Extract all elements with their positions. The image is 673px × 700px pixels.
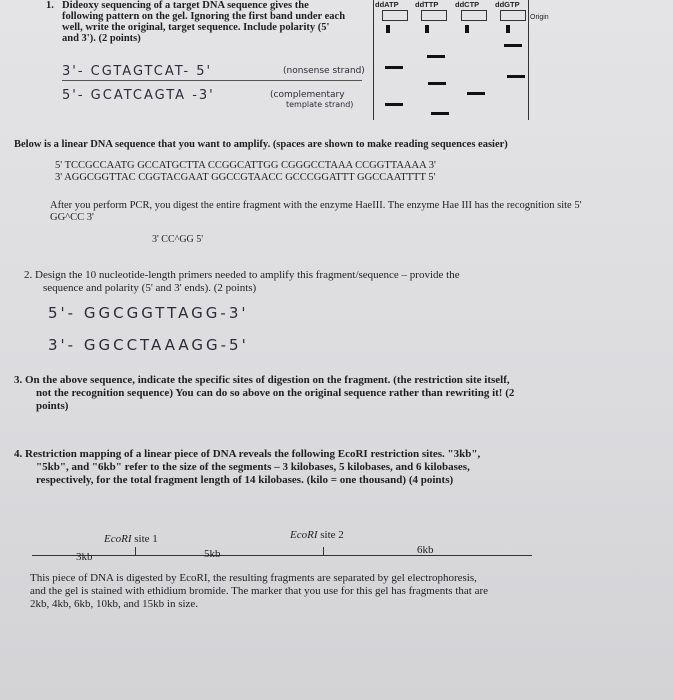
restriction-map-line <box>32 555 532 556</box>
gel-band <box>504 44 522 47</box>
gel-band <box>385 66 403 69</box>
handwritten-underline <box>62 80 362 81</box>
paragraph-line: 2kb, 4kb, 6kb, 10kb, and 15kb in size. <box>30 598 199 610</box>
segment-6kb: 6kb <box>417 544 434 556</box>
question-3 <box>14 374 644 413</box>
handwritten-answer-2: 5'- GCATCAGTA -3' <box>62 88 215 103</box>
gel-electrophoresis-paragraph <box>30 572 640 611</box>
lane-label-ddatp: ddATP <box>375 0 399 9</box>
question-1-line: following pattern on the gel. Ignoring the first band under each <box>62 11 346 22</box>
gel-border-left <box>373 0 374 120</box>
handwritten-note-1: (nonsense strand) <box>283 66 365 76</box>
question-1-line: Dideoxy sequencing of a target DNA sequence gives the <box>62 0 309 11</box>
question-4 <box>14 448 644 487</box>
lane-label-ddctp: ddCTP <box>455 0 480 9</box>
gel-band <box>506 25 510 33</box>
sequencing-gel <box>373 0 583 120</box>
paragraph-line: This piece of DNA is digested by EcoRI, the resulting fragments are separated by gel electrophoresis, <box>30 572 477 584</box>
gel-band <box>507 75 525 78</box>
gel-band <box>425 25 429 33</box>
gel-band <box>431 112 449 115</box>
sequence-bottom-strand: 3' AGGCGGTTAC CGGTACGAAT GGCCGTAACC GCCCGGATTT GGCCAATTTT 5' <box>55 172 436 183</box>
handwritten-note-2b: template strand) <box>286 100 354 109</box>
gel-well <box>500 10 526 21</box>
question-4-line: 4. Restriction mapping of a linear piece of DNA reveals the following EcoRI restriction sites. "3kb", <box>14 448 481 460</box>
recognition-site-bottom: 3' CC^GG 5' <box>152 234 204 245</box>
question-2-line: 2. Design the 10 nucleotide-length primers needed to amplify this fragment/sequence – provide the <box>24 269 460 281</box>
gel-band <box>467 92 485 95</box>
ecori-site-2-label <box>290 529 344 541</box>
handwritten-answer-1: 3'- CGTAGTCAT- 5' <box>62 64 213 79</box>
gel-well <box>421 10 447 21</box>
question-4-line: respectively, for the total fragment length of 14 kilobases. (kilo = one thousand) (4 points) <box>36 474 454 486</box>
site-1-text: site 1 <box>134 533 158 545</box>
lane-label-ddgtp: ddGTP <box>495 0 520 9</box>
gel-band <box>427 55 445 58</box>
question-1-line: and 3'). (2 points) <box>62 33 141 44</box>
gel-band <box>385 103 403 106</box>
lane-label-ddttp: ddTTP <box>415 0 439 9</box>
gel-band <box>386 25 390 33</box>
question-4-line: "5kb", and "6kb" refer to the size of the segments – 3 kilobases, 5 kilobases, and 6 kilobases, <box>36 461 470 473</box>
question-3-line: points) <box>36 400 69 412</box>
question-3-line: not the recognition sequence) You can do so above on the original sequence rather than rewriting it! (2 <box>36 387 515 399</box>
segment-5kb: 5kb <box>204 548 221 560</box>
handwritten-primer-reverse: 3'- GGCCTAAAGG-5' <box>48 336 249 354</box>
site-2-text: site 2 <box>320 529 344 541</box>
paragraph-line: and the gel is stained with ethidium bromide. The marker that you use for this gel has fragments that are <box>30 585 489 597</box>
gel-well <box>382 10 408 21</box>
question-1-line: well, write the original, target sequence. Include polarity (5' <box>62 22 330 33</box>
haeiii-description: After you perform PCR, you digest the entire fragment with the enzyme HaeIII. The enzyme Hae III has the recognition site 5' GG^CC 3' <box>50 200 582 223</box>
question-1-number: 1. <box>46 0 54 11</box>
ecori-site-1-label <box>104 533 158 545</box>
site-1-tick <box>135 547 136 555</box>
segment-3kb: 3kb <box>76 551 93 563</box>
sequence-top-strand: 5' TCCGCCAATG GCCATGCTTA CCGGCATTGG CGGGCCTAAA CCGGTTAAAA 3' <box>55 160 436 171</box>
question-2-line: sequence and polarity (5' and 3' ends). (2 points) <box>43 282 257 294</box>
site-2-enzyme: EcoRI <box>290 529 318 541</box>
handwritten-primer-forward: 5'- GGCGGTTAGG-3' <box>48 304 249 322</box>
question-1 <box>46 0 367 44</box>
gel-border-right <box>528 0 529 120</box>
dna-sequence <box>55 160 436 184</box>
origin-label: Origin <box>530 14 549 21</box>
gel-band <box>465 25 469 33</box>
intro-text: Below is a linear DNA sequence that you want to amplify. (spaces are shown to make reading sequences easier) <box>14 139 508 150</box>
gel-band <box>428 82 446 85</box>
gel-well <box>461 10 487 21</box>
handwritten-note-2: (complementary <box>270 90 345 100</box>
question-3-line: 3. On the above sequence, indicate the specific sites of digestion on the fragment. (the restriction site itself, <box>14 374 510 386</box>
question-2 <box>24 269 604 295</box>
site-1-enzyme: EcoRI <box>104 533 132 545</box>
site-2-tick <box>323 547 324 555</box>
